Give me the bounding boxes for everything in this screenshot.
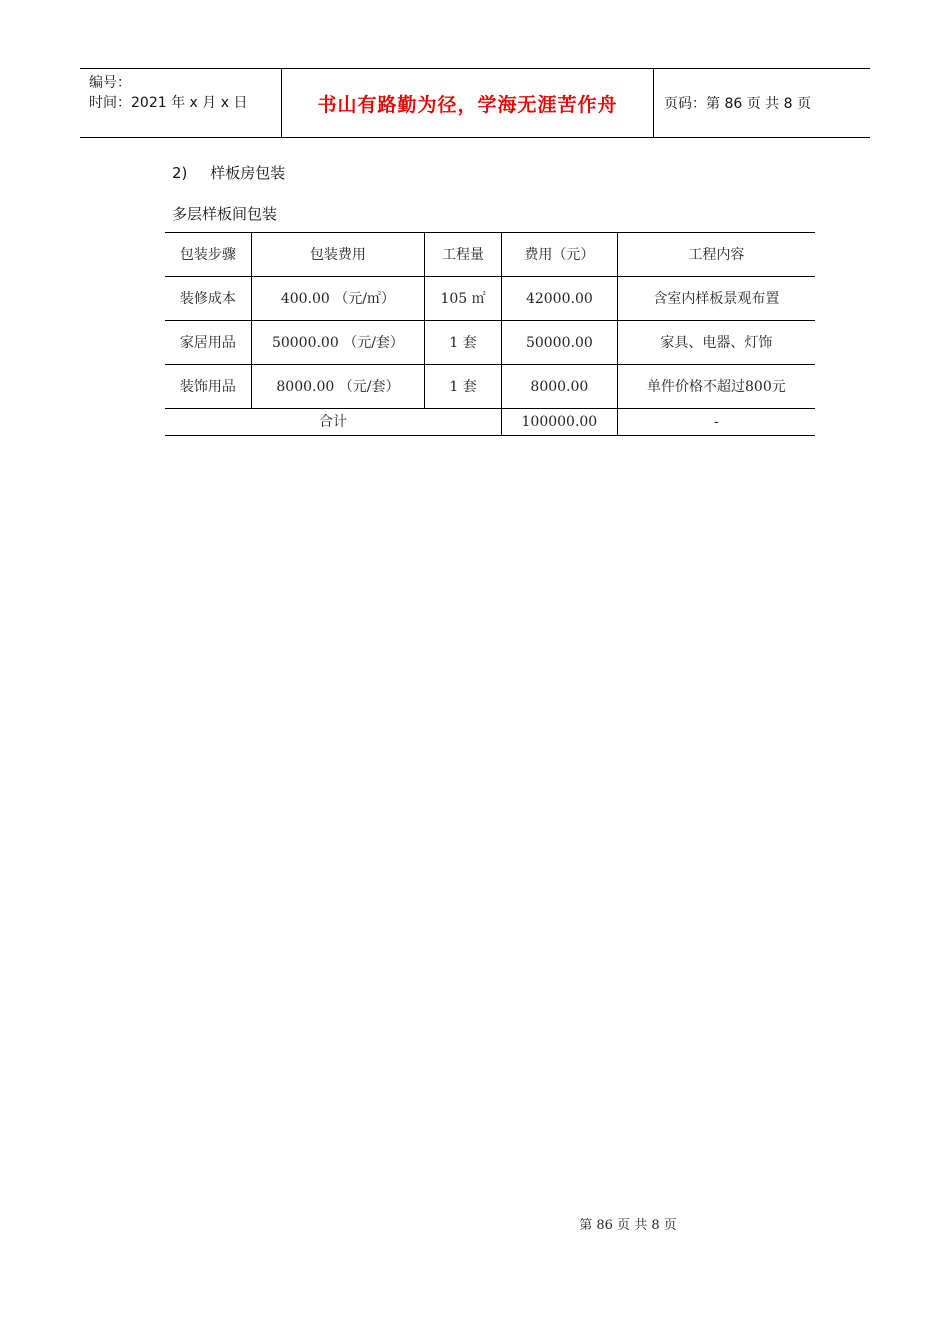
table-cell: 1 套	[425, 365, 502, 409]
page-code-text: 页码：第 86 页 共 8 页	[664, 96, 811, 112]
table-row	[165, 365, 815, 409]
total-content: -	[617, 409, 815, 436]
table-cell: 装饰用品	[165, 365, 251, 409]
table-row	[165, 321, 815, 365]
header-cell: 工程内容	[617, 233, 815, 277]
section-item-title: 样板房包装	[210, 164, 286, 182]
section-subtitle: 多层样板间包装	[172, 205, 278, 223]
header-page-code	[654, 69, 870, 137]
section-item	[172, 162, 285, 183]
table-cell: 50000.00	[501, 321, 617, 365]
table-row	[165, 277, 815, 321]
table-cell: 单件价格不超过800元	[617, 365, 815, 409]
table-total-row	[165, 409, 815, 436]
total-label: 合计	[165, 409, 501, 436]
header-cell: 包装步骤	[165, 233, 251, 277]
table-cell: 含室内样板景观布置	[617, 277, 815, 321]
table-header-row	[165, 233, 815, 277]
section-item-number: 2)	[172, 164, 188, 182]
header-cell: 工程量	[425, 233, 502, 277]
table-cell: 家具、电器、灯饰	[617, 321, 815, 365]
cost-table	[165, 232, 815, 436]
header-left	[80, 69, 282, 137]
header-cell: 费用（元）	[501, 233, 617, 277]
table-cell: 8000.00 （元/套）	[251, 365, 425, 409]
total-amount: 100000.00	[501, 409, 617, 436]
document-number-label: 编号：	[89, 75, 131, 91]
table-cell: 105 ㎡	[425, 277, 502, 321]
header-motto: 书山有路勤为径，学海无涯苦作舟	[282, 69, 654, 137]
page-footer: 第 86 页 共 8 页	[579, 1218, 677, 1233]
table-cell: 42000.00	[501, 277, 617, 321]
table-cell: 1 套	[425, 321, 502, 365]
header-cell: 包装费用	[251, 233, 425, 277]
table-cell: 8000.00	[501, 365, 617, 409]
page-header	[80, 68, 870, 138]
table-cell: 400.00 （元/㎡）	[251, 277, 425, 321]
table-cell: 50000.00 （元/套）	[251, 321, 425, 365]
document-time: 时间：2021 年 x 月 x 日	[89, 95, 248, 111]
table-cell: 家居用品	[165, 321, 251, 365]
table-cell: 装修成本	[165, 277, 251, 321]
